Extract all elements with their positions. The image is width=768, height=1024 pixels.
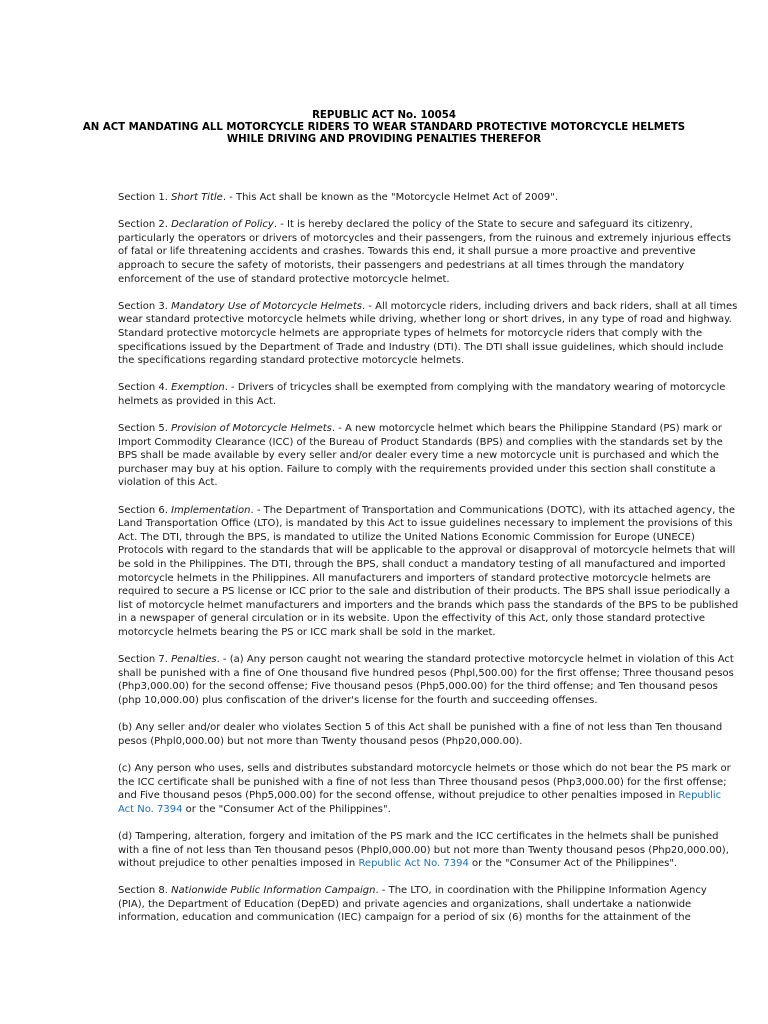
text-line [118,463,716,477]
act-title-line-2: WHILE DRIVING AND PROVIDING PENALTIES THEREFOR [226,134,542,146]
text-segment: enforcement of the use of standard protective motorcycle helmet. [118,273,450,285]
text-segment: Section 7. [118,654,172,666]
text-line [118,354,678,368]
text-line [118,680,718,694]
text-line [118,776,727,790]
text-line [118,898,692,912]
section-title: Provision of Motorcycle Helmets [171,423,332,435]
text-segment: . - This Act shall be known as the "Motorcycle Helmet Act of 2009". [222,192,559,203]
text-line [118,735,678,749]
section-title: Mandatory Use of Motorcycle Helmets [171,300,362,312]
text-segment: (Php3,000.00) for the second offense; Five thousand pesos (Php5,000.00) for the third offense; and Ten thousand pesos [118,681,718,693]
text-line [118,449,720,463]
text-line [118,884,707,898]
text-line [118,612,706,626]
text-line [118,476,678,490]
paragraph [118,762,731,816]
text-segment: Section 6. [118,504,172,516]
text-segment: helmets as provided in this Act. [118,395,277,407]
text-segment: . - The Department of Transportation and Communications (DOTC), with its attached agency, the [250,504,735,516]
section-title: Exemption [171,382,225,394]
text-segment: (d) Tampering, alteration, forgery and imitation of the PS mark and the ICC certificates in the helmets shall be punished [118,830,719,842]
paragraph [118,300,738,368]
text-line [118,789,722,803]
text-segment: approach to secure the safety of motorists, their passengers and pedestrians at all times through the mandatory [118,259,685,271]
paragraph [118,830,729,871]
text-line [118,327,703,341]
republic-act-7394-link[interactable]: Republic Act No. 7394 [358,858,469,870]
text-line [118,313,732,327]
paragraph [118,218,731,286]
text-line [118,395,678,409]
text-segment: particularly the operators or drivers of motorcycles and their passengers, from the ruinous and extremely injurious effects [118,232,731,244]
text-segment: wear standard protective motorcycle helmets while driving, whether long or short drives, in any type of road and highway. [118,314,732,326]
paragraph [118,653,734,707]
text-line [118,653,734,667]
act-number-heading: REPUBLIC ACT No. 10054 [312,110,456,121]
section-title: Nationwide Public Information Campaign [171,885,376,897]
text-line [118,273,678,287]
paragraph [118,721,723,748]
text-segment: information, education and communication (IEC) campaign for a period of six (6) months for the attainment of the [118,912,691,924]
text-segment: (c) Any person who uses, sells and distributes substandard motorcycle helmets or those which do not bear the PS mark or [118,762,731,774]
text-segment: Section 2. [118,219,172,231]
text-line [118,300,738,314]
text-segment: (php 10,000.00) plus confiscation of the driver's license for the fourth and succeeding offenses. [118,694,598,706]
text-segment: shall be punished with a fine of One thousand five hundred pesos (Phpl,500.00) for the first offense; Three thousand pesos [118,667,734,679]
text-line [118,218,693,232]
text-line [118,436,723,450]
text-line [118,341,724,355]
text-line [118,830,719,844]
text-segment: Section 4. [118,382,172,394]
text-segment: . - All motorcycle riders, including drivers and back riders, shall at all times [361,300,738,312]
text-line [118,558,726,572]
text-line [118,694,678,708]
text-segment: Section 8. [118,885,172,897]
text-segment: be sold in the Philippines. The DTI, through the BPS, shall conduct a mandatory testing of all manufactured and imported [118,559,726,571]
text-line [118,599,739,613]
paragraph [118,422,723,490]
text-line [118,803,678,817]
text-line [118,721,723,735]
text-line [118,531,695,545]
text-segment: the ICC certificate shall be punished with a fine of not less than Three thousand pesos (Php3,000.00) for the first offense; [118,776,727,788]
text-segment: . - The LTO, in coordination with the Philippine Information Agency [375,885,707,897]
text-segment: . - (a) Any person caught not wearing the standard protective motorcycle helmet in violation of this Act [216,654,734,666]
text-line [118,667,734,681]
text-line [118,517,733,531]
text-segment: . - Drivers of tricycles shall be exempted from complying with the mandatory wearing of motorcycle [224,382,726,394]
text-segment: . - A new motorcycle helmet which bears the Philippine Standard (PS) mark or [331,423,723,435]
paragraph [118,504,739,640]
text-line [118,504,735,518]
text-segment: or the "Consumer Act of the Philippines". [468,858,678,870]
text-segment: (PIA), the Department of Education (DepED) and private agencies and organizations, shall undertake a nationwide [118,898,692,910]
text-segment: . - It is hereby declared the policy of the State to secure and safeguard its citizenry, [273,219,693,231]
text-segment: with a fine of not less than Ten thousand pesos (Phpl0,000.00) but not more than Twenty thousand pesos (Php20,000.00), [118,844,729,856]
document-header [0,110,768,147]
text-segment: required to secure a PS license or ICC prior to the sale and distribution of their products. The BPS shall issue periodically a [118,586,731,598]
text-line [118,572,711,586]
text-line [118,544,736,558]
document-body [118,191,739,939]
text-segment: (b) Any seller and/or dealer who violates Section 5 of this Act shall be punished with a fine of not less than Ten thousand [118,722,723,734]
text-segment: Import Commodity Clearance (ICC) of the Bureau of Product Standards (BPS) and complies with the standards set by the [118,436,723,448]
text-segment: violation of this Act. [118,477,218,489]
paragraph [118,191,678,205]
republic-act-7394-link[interactable]: Republic [678,790,722,802]
paragraph [118,381,726,408]
section-title: Implementation [171,504,251,516]
act-title-line-1: AN ACT MANDATING ALL MOTORCYCLE RIDERS TO WEAR STANDARD PROTECTIVE MOTORCYCLE HELMETS [82,122,686,134]
text-segment: motorcycle helmets bearing the PS or ICC mark shall be sold in the market. [118,627,496,638]
text-segment: Protocols with regard to the standards that will be applicable to the approval or disapproval of motorcycle helmets that will [118,545,736,557]
text-line [118,626,678,640]
section-title: Short Title [171,192,223,203]
text-segment: of fatal or life threatening accidents and crashes. Towards this end, it shall pursue a more proactive and preventive [118,246,696,258]
text-segment: BPS shall be made available by every seller and/or dealer every time a new motorcycle unit is purchased and which the [118,450,720,462]
text-line [118,191,678,205]
text-segment: list of motorcycle helmet manufacturers and importers and the brands which pass the standards of the BPS to be published [118,599,739,611]
text-line [118,259,685,273]
text-segment: Standard protective motorcycle helmets are appropriate types of helmets for motorcycle riders that comply with the [118,327,703,339]
text-line [118,857,678,871]
text-segment: specifications issued by the Department of Trade and Industry (DTI). The DTI shall issue guidelines, which should include [118,341,724,353]
text-segment: the specifications regarding standard protective motorcycle helmets. [118,355,465,367]
text-line [118,585,731,599]
text-segment: Act. The DTI, through the BPS, is mandated to utilize the United Nations Economic Commission for Europe (UNECE) [118,531,695,543]
text-line [118,844,729,858]
republic-act-7394-link[interactable]: Act No. 7394 [118,803,183,815]
text-segment: Section 5. [118,423,172,435]
text-segment: without prejudice to other penalties imposed in [118,858,359,870]
text-line [118,762,731,776]
text-segment: Section 3. [118,300,172,312]
text-line [118,911,691,925]
text-segment: or the "Consumer Act of the Philippines". [182,803,391,815]
text-line [118,422,723,436]
text-segment: in a newspaper of general circulation or in its website. Upon the effectivity of this Act, only those standard protective [118,613,706,625]
text-segment: purchaser may buy at his option. Failure to comply with the requirements provided under this section shall constitute a [118,463,716,475]
paragraph [118,884,707,925]
text-line [118,381,726,395]
section-title: Penalties [171,654,217,666]
text-line [118,232,731,246]
text-segment: Land Transportation Office (LTO), is mandated by this Act to issue guidelines necessary to implement the provisions of this [118,518,733,530]
text-segment: motorcycle helmets in the Philippines. All manufacturers and importers of standard protective motorcycle helmets are [118,572,711,584]
text-segment: pesos (Phpl0,000.00) but not more than Twenty thousand pesos (Php20,000.00). [118,735,523,747]
text-segment: and Five thousand pesos (Php5,000.00) for the second offense, without prejudice to other penalties imposed in [118,790,679,802]
section-title: Declaration of Policy [171,219,274,231]
text-line [118,245,696,259]
text-segment: Section 1. [118,192,172,203]
